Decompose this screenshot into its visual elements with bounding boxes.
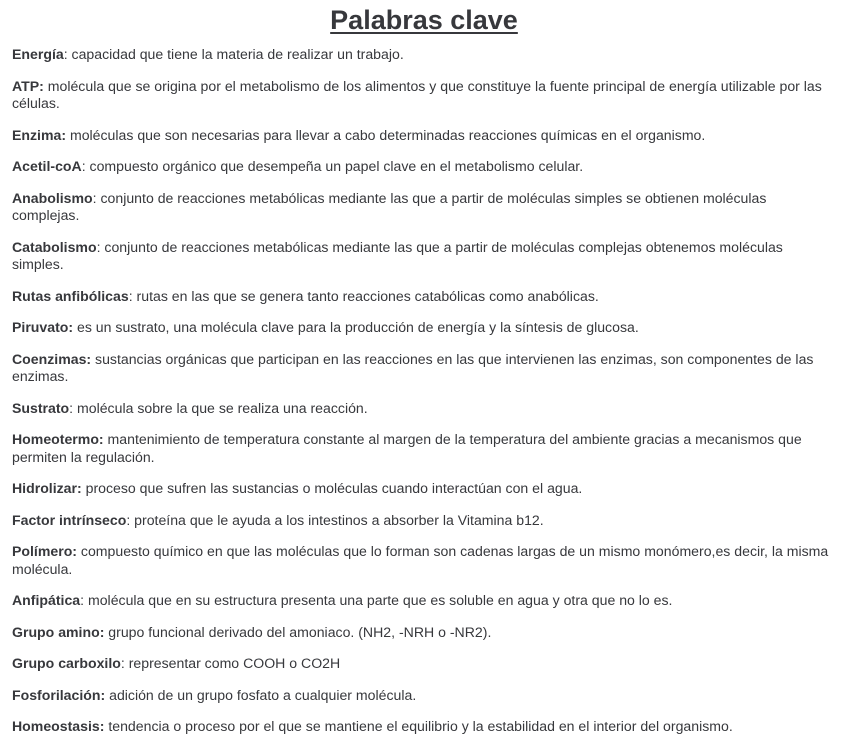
glossary-entry [12,239,836,274]
glossary-term: Factor intrínseco [12,511,127,528]
glossary-entry [12,687,836,705]
glossary-term: Rutas anfibólicas [12,287,129,304]
glossary-entry [12,655,836,673]
glossary-entry [12,127,836,145]
glossary-entry [12,512,836,530]
glossary-term: Piruvato: [12,319,74,335]
glossary-entry [12,78,836,113]
glossary-term: Polímero: [12,543,77,559]
glossary-entry [12,624,836,642]
glossary-definition: representar como COOH o CO2H [124,655,341,671]
glossary-term: Energía [12,46,64,62]
glossary-entry [12,543,836,578]
glossary-separator: : [63,46,68,62]
glossary-definition: compuesto orgánico que desempeña un papel clave en el metabolismo celular. [85,158,584,174]
glossary-definition: conjunto de reacciones metabólicas mediante las que a partir de moléculas simples se obtienen moléculas complejas. [12,189,767,223]
glossary-definition: mantenimiento de temperatura constante al margen de la temperatura del ambiente gracias a mecanismos que permiten la regulación. [12,431,802,465]
glossary-entry [12,480,836,498]
glossary-term: Anfipática [12,592,81,608]
glossary-separator: : [92,189,97,206]
glossary-separator: : [128,287,133,304]
glossary-entry [12,158,836,176]
glossary-term: Hidrolizar: [12,480,82,496]
glossary-definition: proteína que le ayuda a los intestinos a absorber la Vitamina b12. [130,511,544,528]
glossary-definition: compuesto químico en que las moléculas que lo forman son cadenas largas de un mismo monómero,es decir, la misma molécula. [12,543,829,577]
glossary-definition: adición de un grupo fosfato a cualquier molécula. [105,686,417,703]
glossary-term: Catabolismo [12,238,97,255]
glossary-term: Anabolismo [12,189,93,206]
glossary-term: Grupo carboxilo [12,655,121,671]
glossary-definition: molécula que se origina por el metabolismo de los alimentos y que constituye la fuente principal de energía utilizable por las células. [12,77,822,111]
glossary-entry [12,46,836,64]
glossary-separator: : [80,592,85,608]
glossary-separator: : [126,511,131,528]
glossary-term: Fosforilación: [12,686,106,703]
glossary-definition: capacidad que tiene la materia de realizar un trabajo. [67,46,404,62]
glossary-definition: tendencia o proceso por el que se mantiene el equilibrio y la estabilidad en el interior del organismo. [104,718,733,734]
glossary-entry [12,190,836,225]
glossary-term: Coenzimas: [12,350,92,367]
glossary-entry [12,592,836,610]
glossary-definition: molécula sobre la que se realiza una reacción. [73,399,368,416]
glossary-definition: rutas en las que se genera tanto reacciones catabólicas como anabólicas. [132,287,599,304]
glossary-term: Homeotermo: [12,431,104,447]
glossary-separator: : [96,238,101,255]
page-title: Palabras clave [330,5,518,35]
glossary-definition: grupo funcional derivado del amoniaco. (NH2, -NRH o -NR2). [104,623,492,640]
glossary-separator: : [81,158,86,174]
glossary-list [12,46,836,736]
glossary-definition: sustancias orgánicas que participan en las reacciones en las que intervienen las enzimas, son componentes de las enzimas. [12,350,814,384]
glossary-term: Enzima: [12,126,67,143]
glossary-definition: moléculas que son necesarias para llevar a cabo determinadas reacciones químicas en el organismo. [66,126,706,143]
glossary-term: ATP: [12,77,44,94]
glossary-entry [12,288,836,306]
glossary-term: Homeostasis: [12,718,105,734]
glossary-entry [12,351,836,386]
glossary-separator: : [69,399,74,416]
glossary-definition: conjunto de reacciones metabólicas mediante las que a partir de moléculas complejas obtenemos moléculas simples. [12,238,783,272]
glossary-entry [12,400,836,418]
glossary-term: Acetil-coA [12,158,82,174]
glossary-entry [12,718,836,736]
glossary-definition: es un sustrato, una molécula clave para la producción de energía y la síntesis de glucosa. [73,319,639,335]
glossary-definition: molécula que en su estructura presenta una parte que es soluble en agua y otra que no lo es. [84,592,673,608]
glossary-term: Grupo amino: [12,623,105,640]
glossary-term: Sustrato [12,399,70,416]
glossary-separator: : [120,655,125,671]
glossary-entry [12,319,836,337]
glossary-definition: proceso que sufren las sustancias o moléculas cuando interactúan con el agua. [81,480,583,496]
glossary-entry [12,431,836,466]
